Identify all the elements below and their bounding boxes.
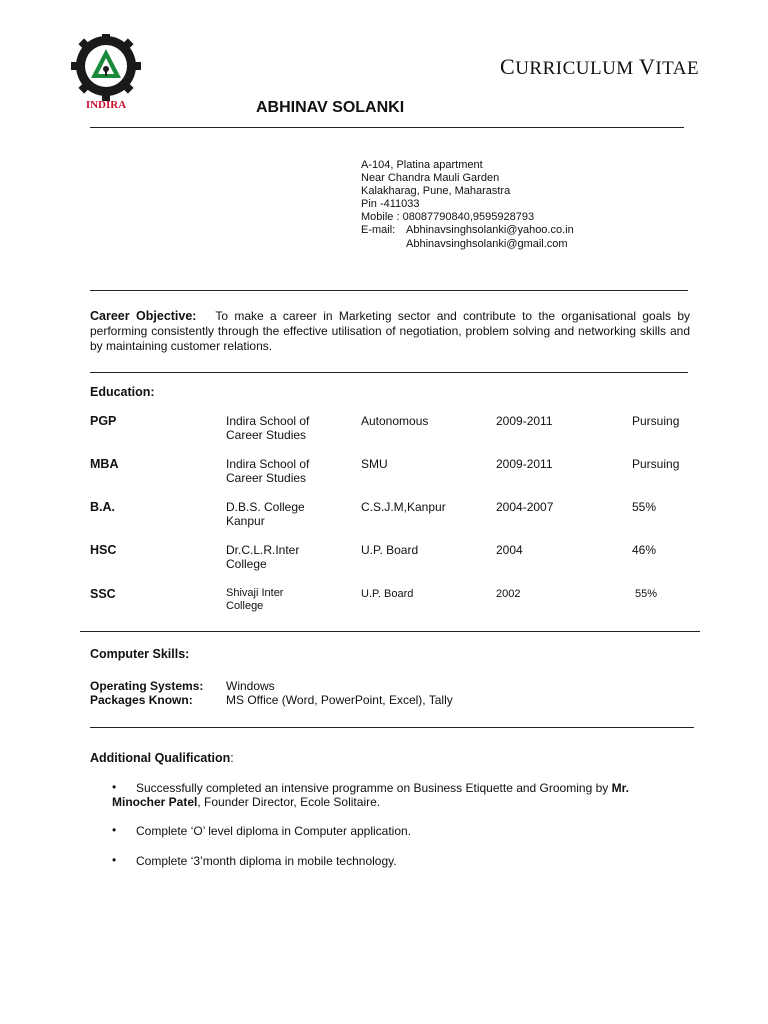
mobile-number: Mobile : 08087790840,9595928793 xyxy=(361,211,535,224)
additional-qualification-heading: Additional Qualification: xyxy=(90,751,234,765)
result: Pursuing xyxy=(632,457,680,471)
years: 2009-2011 xyxy=(496,457,553,471)
document-title: CURRICULUM VITAE xyxy=(500,54,700,79)
address-line: A-104, Platina apartment xyxy=(361,159,483,171)
years: 2004 xyxy=(496,543,523,557)
objective-text: To make a career in Marketing sector and contribute to the organisational goals by performing consistently through the effective utilisation of negotiation, problem solving and networking skills and by maintaining customer relations. xyxy=(90,309,690,353)
years: 2002 xyxy=(496,588,521,600)
os-value: Windows xyxy=(226,679,275,693)
degree: SSC xyxy=(90,587,116,601)
board: C.S.J.M,Kanpur xyxy=(361,500,446,514)
board: U.P. Board xyxy=(361,543,419,557)
institute: Indira School of Career Studies xyxy=(226,414,310,442)
institute: Shivaji Inter College xyxy=(226,587,284,612)
degree: B.A. xyxy=(90,500,115,514)
pin-code: Pin -411033 xyxy=(361,198,420,211)
board: U.P. Board xyxy=(361,588,414,600)
email-address[interactable]: Abhinavsinghsolanki@gmail.com xyxy=(406,237,568,250)
career-objective xyxy=(90,309,690,354)
contact-block xyxy=(361,159,574,251)
computer-skills xyxy=(90,679,453,707)
gear-emblem-icon xyxy=(56,34,156,114)
institute: D.B.S. College Kanpur xyxy=(226,500,305,528)
divider xyxy=(90,727,694,728)
institute: Dr.C.L.R.Inter College xyxy=(226,543,300,571)
divider xyxy=(90,127,684,128)
result: 55% xyxy=(632,500,657,514)
list-item: • Successfully completed an intensive programme on Business Etiquette and Grooming by Mr. Minocher Patel, Founder Director, Ecole Solitaire. xyxy=(112,780,629,809)
education-heading: Education: xyxy=(90,385,155,399)
degree: MBA xyxy=(90,457,119,471)
degree: PGP xyxy=(90,414,117,428)
logo-wordmark: INDIRA xyxy=(85,99,127,111)
address-line: Near Chandra Mauli Garden xyxy=(361,172,500,185)
divider xyxy=(90,372,688,373)
packages-value: MS Office (Word, PowerPoint, Excel), Tally xyxy=(226,693,453,707)
bullet-icon: • xyxy=(112,780,117,794)
result: 55% xyxy=(635,588,658,600)
bullet-icon: • xyxy=(112,823,117,837)
indira-logo xyxy=(56,34,156,114)
address-line: Kalakharag, Pune, Maharastra xyxy=(361,185,511,198)
result: Pursuing xyxy=(632,414,680,428)
result: 46% xyxy=(632,543,657,557)
board: Autonomous xyxy=(361,414,429,428)
candidate-name: ABHINAV SOLANKI xyxy=(256,99,405,116)
years: 2004-2007 xyxy=(496,500,554,514)
email-address[interactable]: Abhinavsinghsolanki@yahoo.co.in xyxy=(406,224,574,237)
divider xyxy=(80,631,700,632)
board: SMU xyxy=(361,457,388,471)
os-label: Operating Systems: xyxy=(90,679,204,693)
email-label: E-mail: xyxy=(361,224,396,237)
divider xyxy=(90,290,688,291)
list-item: • Complete ‘O’ level diploma in Computer application. xyxy=(112,823,412,838)
objective-heading: Career Objective: xyxy=(90,309,197,323)
computer-skills-heading: Computer Skills: xyxy=(90,647,190,661)
list-item: • Complete ‘3’month diploma in mobile technology. xyxy=(112,853,397,868)
packages-label: Packages Known: xyxy=(90,693,193,707)
years: 2009-2011 xyxy=(496,414,553,428)
degree: HSC xyxy=(90,543,117,557)
institute: Indira School of Career Studies xyxy=(226,457,310,485)
bullet-icon: • xyxy=(112,853,117,867)
